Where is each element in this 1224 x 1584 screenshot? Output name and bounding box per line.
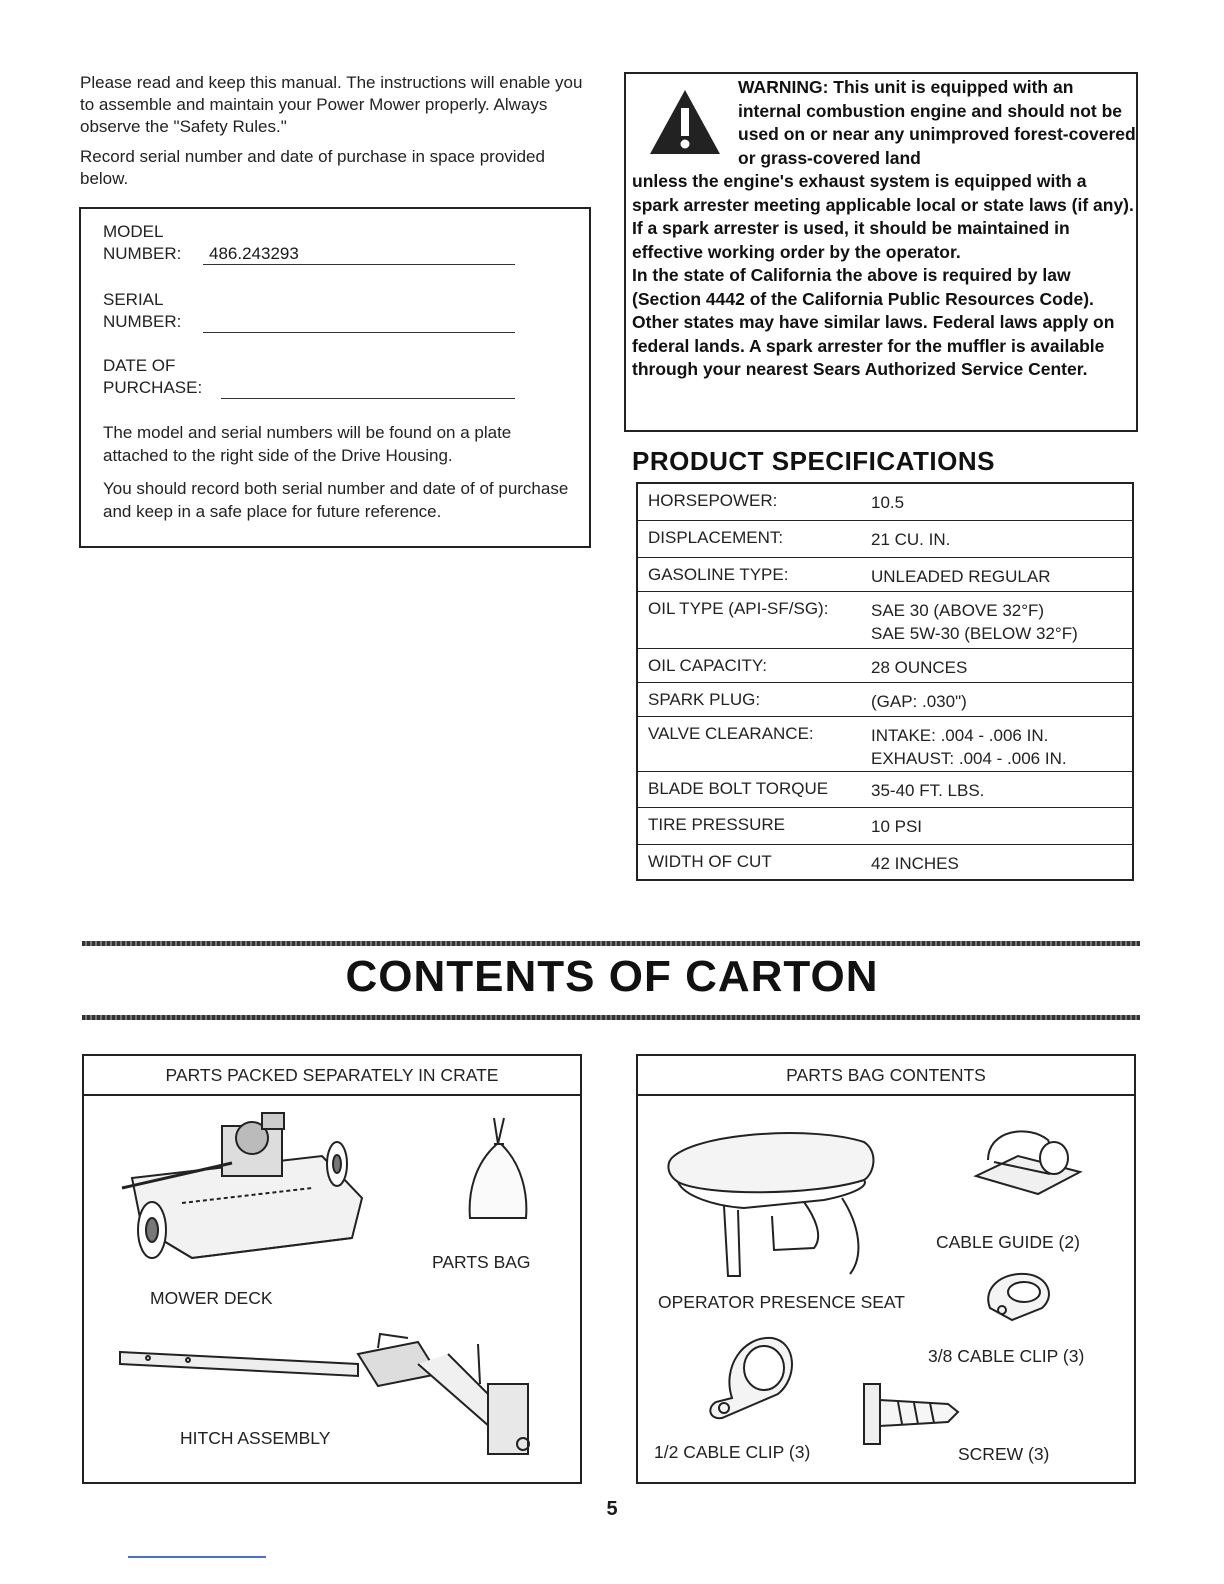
- warning-paragraph-1: unless the engine's exhaust system is equipped with a spark arrester meeting applicable local or state laws (if any). If a spark arrester is used, it should be maintained in effective working order by the operator.: [632, 171, 1134, 262]
- record-box: [79, 207, 591, 548]
- spec-value: 10.5: [871, 493, 905, 512]
- date-label: DATE OF PURCHASE:: [103, 356, 203, 397]
- spec-row: [638, 521, 1132, 558]
- spec-value: SAE 30 (ABOVE 32°F) SAE 5W-30 (BELOW 32°F): [871, 601, 1078, 643]
- crate-panel-header: PARTS PACKED SEPARATELY IN CRATE: [84, 1056, 580, 1096]
- spec-label: TIRE PRESSURE: [648, 815, 785, 834]
- spec-row: [638, 808, 1132, 845]
- warning-body: [632, 170, 1136, 382]
- model-number-field[interactable]: 486.243293: [203, 243, 515, 265]
- spec-row: [638, 649, 1132, 683]
- warning-heading: WARNING: This unit is equipped with an internal combustion engine and should not be used on or near any unimproved forest-covered or grass-covered land: [738, 77, 1136, 168]
- operator-seat-label: OPERATOR PRESENCE SEAT: [658, 1292, 905, 1312]
- parts-bag-label: PARTS BAG: [432, 1252, 531, 1272]
- spec-row: [638, 845, 1132, 879]
- spec-label: DISPLACEMENT:: [648, 528, 784, 547]
- mower-deck-illustration: [112, 1108, 392, 1268]
- spec-value: 28 OUNCES: [871, 658, 968, 677]
- spec-row: [638, 717, 1132, 772]
- spec-label: OIL CAPACITY:: [648, 656, 768, 675]
- footer-link-underline: [128, 1556, 266, 1558]
- serial-label: SERIAL NUMBER:: [103, 290, 182, 331]
- spec-row: [638, 558, 1132, 592]
- spec-row: [638, 592, 1132, 649]
- spec-row: [638, 772, 1132, 808]
- record-advice-note: You should record both serial number and date of of purchase and keep in a safe place for future reference.: [103, 479, 569, 521]
- spec-value: (GAP: .030"): [871, 692, 967, 711]
- top-divider: [82, 941, 1140, 946]
- spec-value: UNLEADED REGULAR: [871, 567, 1051, 586]
- hitch-assembly-label: HITCH ASSEMBLY: [180, 1428, 331, 1448]
- contents-title: CONTENTS OF CARTON: [345, 952, 879, 1001]
- cable-guide-illustration: [968, 1120, 1088, 1200]
- crate-panel: [82, 1054, 582, 1484]
- spec-label: OIL TYPE (API-SF/SG):: [648, 599, 829, 618]
- spec-value: 42 INCHES: [871, 854, 959, 873]
- cable-guide-label: CABLE GUIDE (2): [936, 1232, 1080, 1252]
- spec-label: WIDTH OF CUT: [648, 852, 772, 871]
- spec-label: HORSEPOWER:: [648, 491, 778, 510]
- parts-bag-panel: [636, 1054, 1136, 1484]
- screw-label: SCREW (3): [958, 1444, 1050, 1464]
- spec-value: 21 CU. IN.: [871, 530, 951, 549]
- operator-seat-illustration: [664, 1126, 894, 1286]
- specifications-table: [636, 482, 1134, 881]
- serial-location-note: The model and serial numbers will be found on a plate attached to the right side of the Drive Housing.: [103, 423, 512, 465]
- spec-value: INTAKE: .004 - .006 IN. EXHAUST: .004 - .006 IN.: [871, 726, 1067, 768]
- model-label: MODEL NUMBER:: [103, 222, 182, 263]
- intro-paragraph-2: Record serial number and date of purchase in space provided below.: [80, 147, 545, 188]
- cable-clip-3-8-illustration: [982, 1268, 1062, 1328]
- spec-value: 35-40 FT. LBS.: [871, 781, 985, 800]
- warning-triangle-icon: [648, 88, 722, 156]
- warning-paragraph-2: In the state of California the above is required by law (Section 4442 of the California Public Resources Code). Other states may have similar laws. Federal laws apply on federal lands. A spark arrester for the muffler is available through your nearest Sears Authorized Service Center.: [632, 265, 1115, 379]
- warning-box: [624, 72, 1138, 432]
- cable-clip-3-8-label: 3/8 CABLE CLIP (3): [928, 1346, 1085, 1366]
- spec-row: [638, 484, 1132, 521]
- specifications-title: PRODUCT SPECIFICATIONS: [632, 446, 995, 476]
- spec-label: GASOLINE TYPE:: [648, 565, 789, 584]
- serial-number-field[interactable]: [203, 311, 515, 333]
- bottom-divider: [82, 1015, 1140, 1020]
- purchase-date-field[interactable]: [221, 377, 515, 399]
- screw-illustration: [858, 1380, 968, 1450]
- spec-label: BLADE BOLT TORQUE: [648, 779, 829, 798]
- spec-label: SPARK PLUG:: [648, 690, 761, 709]
- intro-text: [80, 72, 590, 198]
- parts-bag-panel-header: PARTS BAG CONTENTS: [638, 1056, 1134, 1096]
- intro-paragraph-1: Please read and keep this manual. The instructions will enable you to assemble and maintain your Power Mower properly. Always observe the "Safety Rules.": [80, 73, 583, 136]
- spec-row: [638, 683, 1132, 717]
- page-number: 5: [606, 1498, 618, 1520]
- parts-bag-illustration: [464, 1114, 534, 1224]
- spec-label: VALVE CLEARANCE:: [648, 724, 814, 743]
- mower-deck-label: MOWER DECK: [150, 1288, 273, 1308]
- spec-value: 10 PSI: [871, 817, 923, 836]
- cable-clip-1-2-label: 1/2 CABLE CLIP (3): [654, 1442, 811, 1462]
- cable-clip-1-2-illustration: [702, 1328, 802, 1428]
